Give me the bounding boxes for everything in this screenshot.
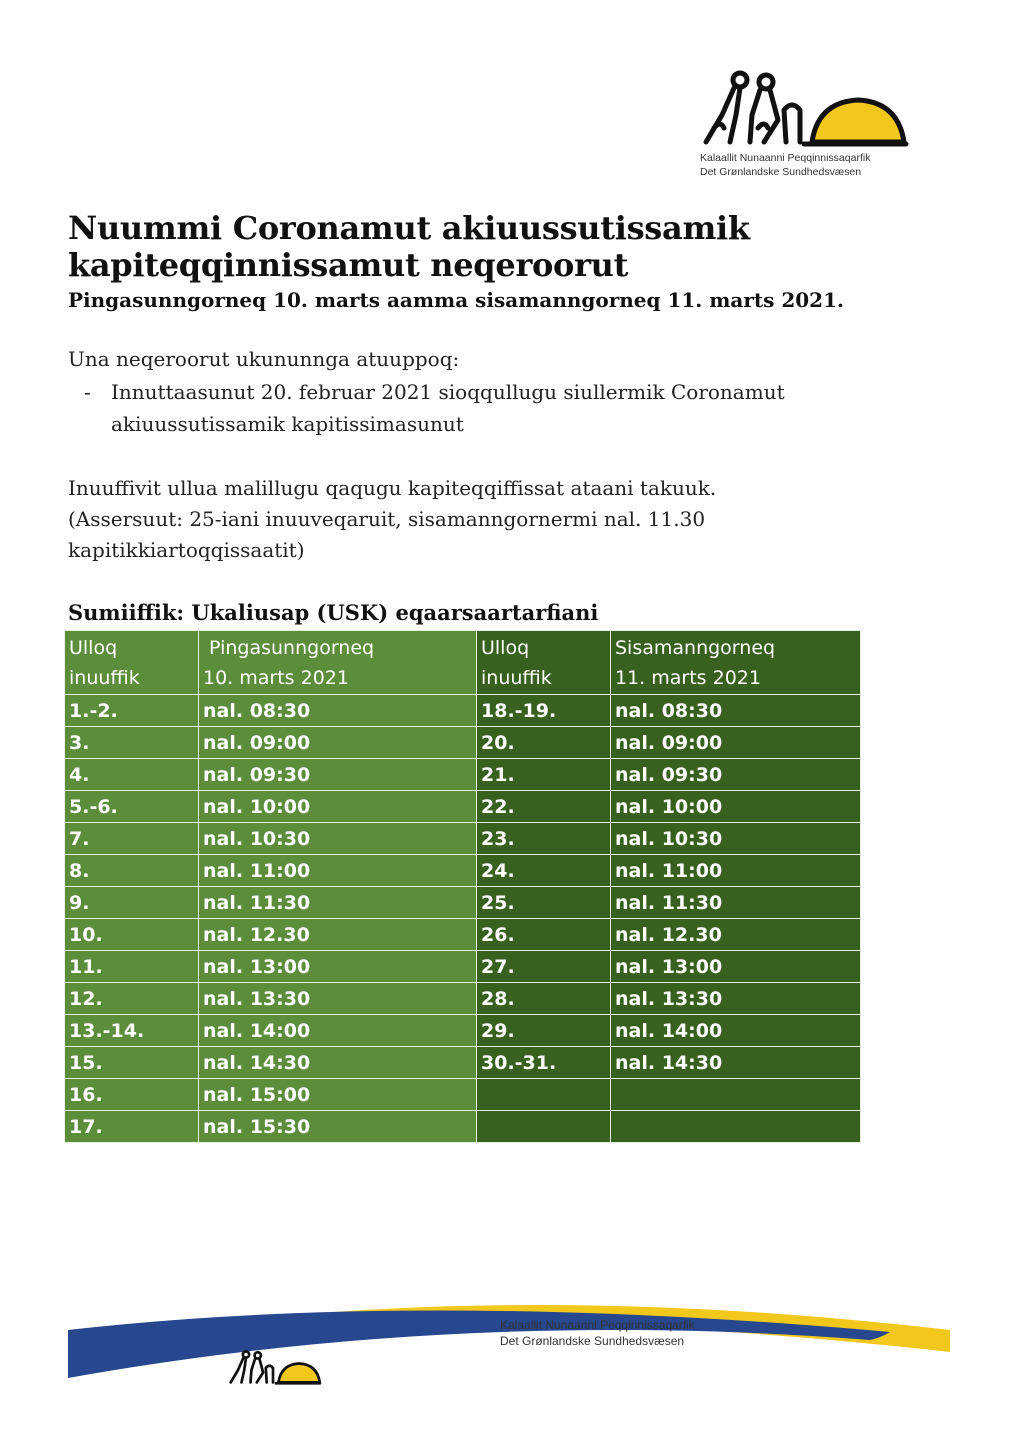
table-row [65,1079,861,1111]
cell-day-wed: 10. [65,919,199,951]
cell-day-thu: 29. [477,1015,611,1047]
cell-day-wed: 8. [65,855,199,887]
cell-day-wed: 16. [65,1079,199,1111]
table-row [65,759,861,791]
cell-day-thu: 20. [477,727,611,759]
cell-day-thu: 24. [477,855,611,887]
cell-day-thu: 28. [477,983,611,1015]
cell-time-thu [611,1111,861,1143]
table-row [65,727,861,759]
cell-day-wed: 3. [65,727,199,759]
cell-time-thu [611,1079,861,1111]
cell-day-thu: 25. [477,887,611,919]
cell-time-wed: nal. 15:00 [199,1079,477,1111]
table-row [65,887,861,919]
cell-day-wed: 4. [65,759,199,791]
cell-day-wed: 9. [65,887,199,919]
footer-logo-icon [231,1351,321,1383]
table-row [65,791,861,823]
table-row [65,951,861,983]
schedule-table [64,630,861,1143]
cell-time-wed: nal. 10:30 [199,823,477,855]
location-heading: Sumiiffik: Ukaliusap (USK) eqaarsaartarfiani [68,600,599,625]
header-day-of-birth-thu [477,631,611,695]
table-row [65,1015,861,1047]
cell-time-wed: nal. 14:30 [199,1047,477,1079]
cell-time-thu: nal. 12.30 [611,919,861,951]
cell-day-wed: 12. [65,983,199,1015]
cell-time-wed: nal. 09:00 [199,727,477,759]
eligibility-bullet-line-2: akiuussutissamik kapitissimasunut [111,412,464,436]
cell-time-wed: nal. 11:00 [199,855,477,887]
eligibility-intro: Una neqeroorut ukununnga atuuppoq: [68,347,460,371]
table-row [65,823,861,855]
cell-day-wed: 13.-14. [65,1015,199,1047]
cell-time-wed: nal. 09:30 [199,759,477,791]
cell-time-thu: nal. 13:00 [611,951,861,983]
cell-time-wed: nal. 15:30 [199,1111,477,1143]
header-logo [700,70,910,180]
page-subtitle: Pingasunngorneq 10. marts aamma sisamanngorneq 11. marts 2021. [68,288,844,312]
cell-time-thu: nal. 09:30 [611,759,861,791]
cell-day-thu: 30.-31. [477,1047,611,1079]
cell-time-thu: nal. 13:30 [611,983,861,1015]
cell-time-thu: nal. 10:00 [611,791,861,823]
cell-time-thu: nal. 14:30 [611,1047,861,1079]
cell-day-thu: 22. [477,791,611,823]
table-row [65,695,861,727]
table-row [65,1111,861,1143]
table-row [65,1047,861,1079]
cell-day-thu: 26. [477,919,611,951]
cell-day-thu: 21. [477,759,611,791]
cell-day-wed: 7. [65,823,199,855]
cell-day-wed: 5.-6. [65,791,199,823]
logo-emblem-icon [700,70,910,150]
info-line-2: (Assersuut: 25-iani inuuveqaruit, sisamanngornermi nal. 11.30 [68,507,706,531]
cell-time-wed: nal. 13:30 [199,983,477,1015]
info-line-3: kapitikkiartoqqissaatit) [68,538,305,562]
title-line-2: kapiteqqinnissamut neqeroorut [68,246,629,284]
cell-time-wed: nal. 14:00 [199,1015,477,1047]
header-wednesday [199,631,477,695]
header-text: Ulloq [69,636,118,659]
table-row [65,919,861,951]
header-text: inuuffik [69,666,140,689]
title-line-1: Nuummi Coronamut akiuussutissamik [68,209,750,247]
header-thursday [611,631,861,695]
cell-time-wed: nal. 11:30 [199,887,477,919]
header-text: Ulloq [481,636,530,659]
header-text: 10. marts 2021 [203,666,349,689]
cell-time-thu: nal. 08:30 [611,695,861,727]
cell-time-thu: nal. 14:00 [611,1015,861,1047]
table-row [65,983,861,1015]
cell-time-wed: nal. 13:00 [199,951,477,983]
eligibility-bullet-line-1: Innuttaasunut 20. februar 2021 sioqqullugu siullermik Coronamut [111,380,785,404]
page-title [68,210,948,284]
header-day-of-birth-wed [65,631,199,695]
cell-time-thu: nal. 10:30 [611,823,861,855]
footer-org-name-greenlandic: Kalaallit Nunaanni Peqqinnissaqarfik [500,1318,695,1332]
cell-day-thu [477,1079,611,1111]
header-text: Sisamanngorneq [615,636,776,659]
header-text: 11. marts 2021 [615,666,761,689]
cell-day-thu [477,1111,611,1143]
cell-day-thu: 27. [477,951,611,983]
header-text: Pingasunngorneq [203,636,375,659]
cell-day-wed: 15. [65,1047,199,1079]
table-header-row [65,631,861,695]
cell-time-wed: nal. 12.30 [199,919,477,951]
cell-day-thu: 23. [477,823,611,855]
cell-day-wed: 11. [65,951,199,983]
cell-time-thu: nal. 09:00 [611,727,861,759]
cell-time-wed: nal. 10:00 [199,791,477,823]
cell-time-thu: nal. 11:30 [611,887,861,919]
header-text: inuuffik [481,666,552,689]
table-row [65,855,861,887]
cell-day-wed: 17. [65,1111,199,1143]
cell-time-wed: nal. 08:30 [199,695,477,727]
info-line-1: Inuuffivit ullua malillugu qaqugu kapiteqqiffissat ataani takuuk. [68,476,717,500]
logo-org-name-danish: Det Grønlandske Sundhedsvæsen [700,166,862,178]
footer-org-name-danish: Det Grønlandske Sundhedsvæsen [500,1334,685,1348]
logo-org-name-greenlandic: Kalaallit Nunaanni Peqqinnissaqarfik [700,152,871,164]
cell-day-wed: 1.-2. [65,695,199,727]
cell-day-thu: 18.-19. [477,695,611,727]
bullet-dash: - [84,380,91,404]
cell-time-thu: nal. 11:00 [611,855,861,887]
